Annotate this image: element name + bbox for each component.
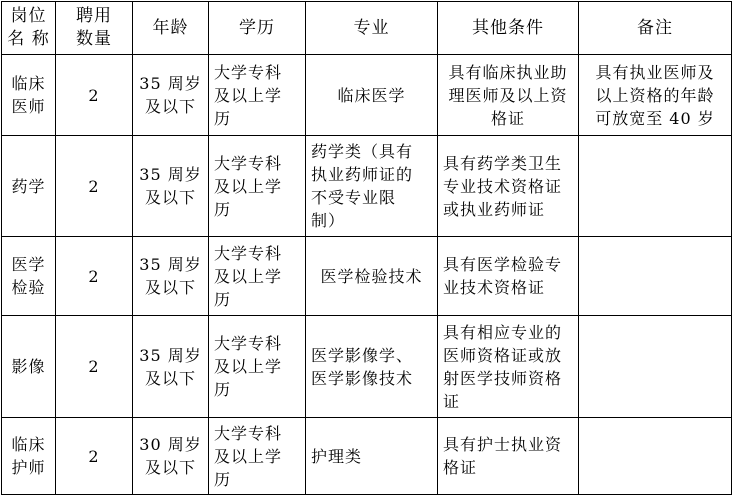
cell-remarks: 具有执业医师及 以上资格的年龄 可放宽至 40 岁 (579, 55, 732, 136)
header-education: 学历 (209, 2, 306, 55)
header-remarks: 备注 (579, 2, 732, 55)
cell-position: 临床 医师 (2, 55, 56, 136)
cell-major: 药学类（具有 执业药师证的 不受专业限 制） (306, 136, 438, 237)
table-row (2, 316, 732, 418)
cell-age: 35 周岁 及以下 (133, 136, 209, 237)
cell-remarks (579, 316, 732, 418)
header-other: 其他条件 (438, 2, 579, 55)
cell-count: 2 (56, 55, 133, 136)
cell-education: 大学专科 及以上学 历 (209, 55, 306, 136)
cell-count: 2 (56, 237, 133, 316)
cell-age: 35 周岁 及以下 (133, 316, 209, 418)
cell-count: 2 (56, 136, 133, 237)
header-count: 聘用 数量 (56, 2, 133, 55)
cell-other: 具有药学类卫生 专业技术资格证 或执业药师证 (438, 136, 579, 237)
cell-position: 药学 (2, 136, 56, 237)
header-age: 年龄 (133, 2, 209, 55)
table-row (2, 418, 732, 495)
header-major: 专业 (306, 2, 438, 55)
cell-other: 具有护士执业资 格证 (438, 418, 579, 495)
cell-remarks (579, 237, 732, 316)
cell-education: 大学专科 及以上学 历 (209, 418, 306, 495)
cell-major: 护理类 (306, 418, 438, 495)
header-position: 岗位 名 称 (2, 2, 56, 55)
cell-count: 2 (56, 418, 133, 495)
table-row (2, 237, 732, 316)
cell-position: 医学 检验 (2, 237, 56, 316)
cell-major: 医学影像学、 医学影像技术 (306, 316, 438, 418)
cell-other: 具有相应专业的 医师资格证或放 射医学技师资格 证 (438, 316, 579, 418)
table-row (2, 136, 732, 237)
recruitment-table (1, 1, 732, 495)
cell-education: 大学专科 及以上学 历 (209, 316, 306, 418)
cell-count: 2 (56, 316, 133, 418)
cell-age: 35 周岁 及以下 (133, 55, 209, 136)
cell-major: 医学检验技术 (306, 237, 438, 316)
cell-age: 30 周岁 及以下 (133, 418, 209, 495)
cell-major: 临床医学 (306, 55, 438, 136)
cell-remarks (579, 418, 732, 495)
cell-age: 35 周岁 及以下 (133, 237, 209, 316)
table-row (2, 55, 732, 136)
cell-position: 影像 (2, 316, 56, 418)
cell-education: 大学专科 及以上学 历 (209, 237, 306, 316)
table-header-row (2, 2, 732, 55)
cell-remarks (579, 136, 732, 237)
cell-education: 大学专科 及以上学 历 (209, 136, 306, 237)
cell-other: 具有医学检验专 业技术资格证 (438, 237, 579, 316)
cell-other: 具有临床执业助 理医师及以上资 格证 (438, 55, 579, 136)
cell-position: 临床 护师 (2, 418, 56, 495)
